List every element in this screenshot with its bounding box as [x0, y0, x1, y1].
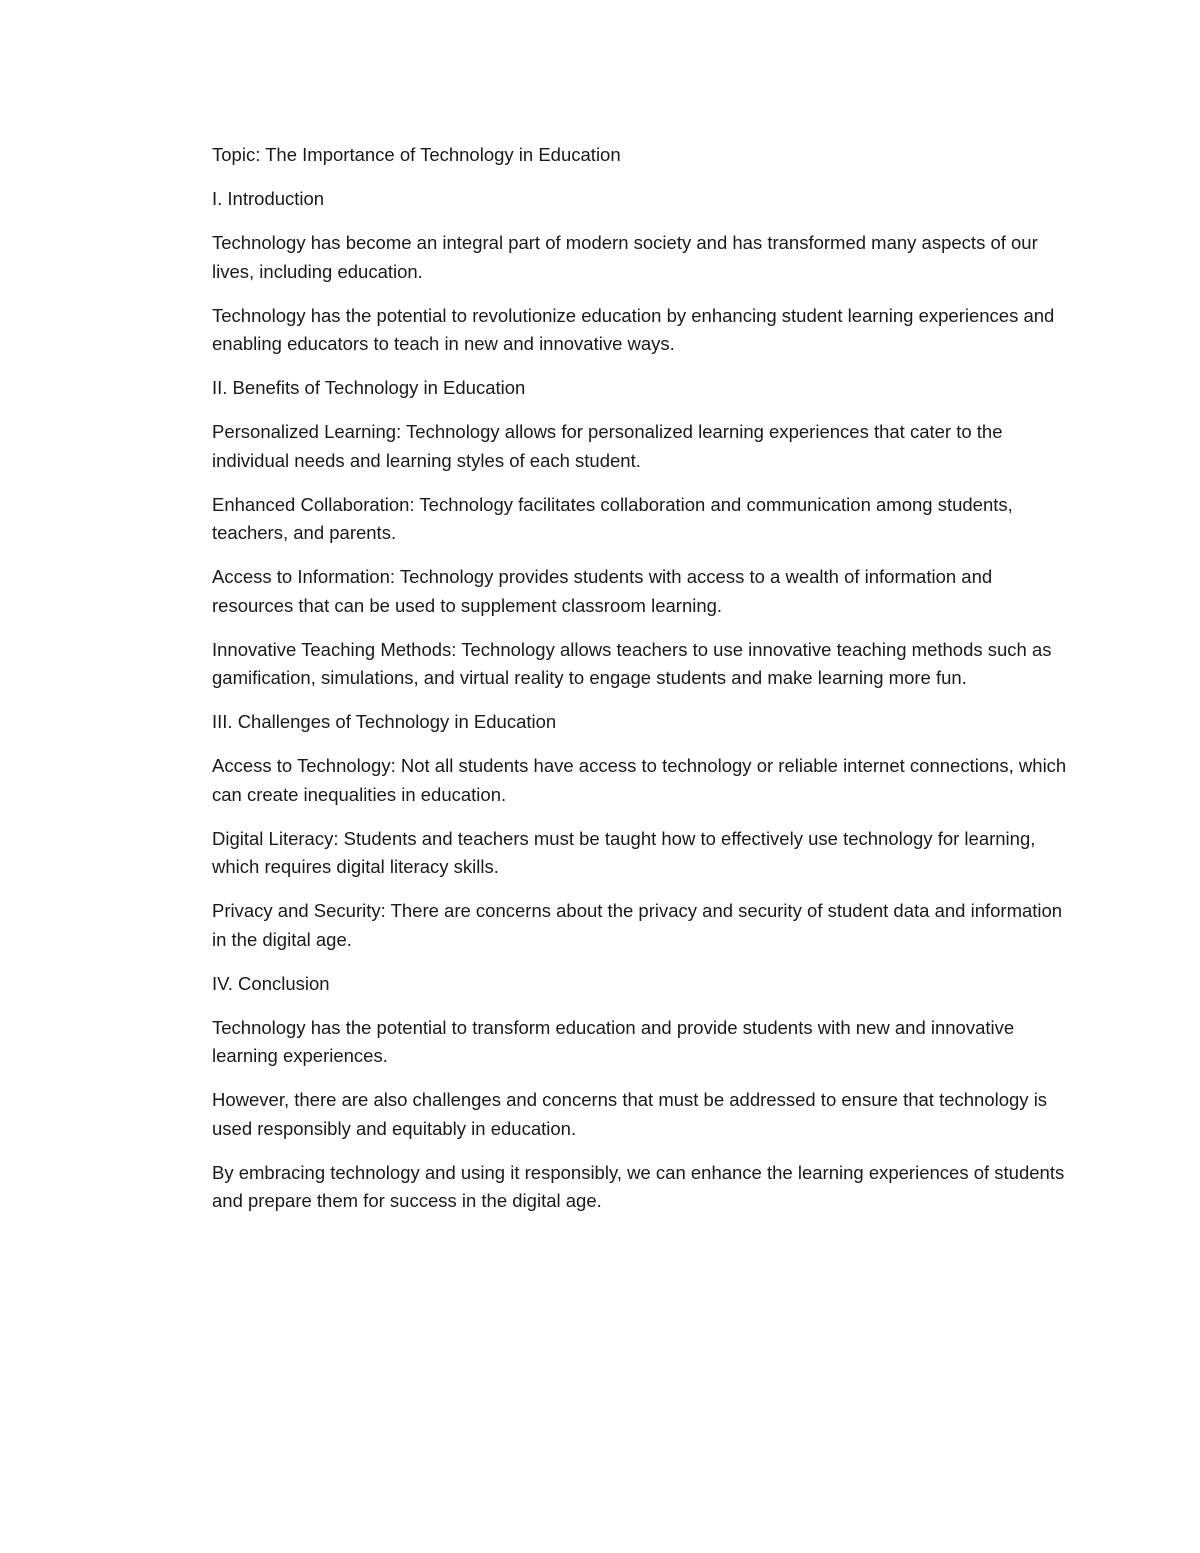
paragraph: Technology has the potential to revolutionize education by enhancing student learning experiences and enabling educators to teach in new and innovative ways. — [212, 304, 1055, 354]
paragraph: Technology has become an integral part of modern society and has transformed many aspects of our lives, including education. — [212, 232, 1038, 282]
section-heading-challenges: III. Challenges of Technology in Education — [212, 711, 557, 732]
paragraph: Innovative Teaching Methods: Technology allows teachers to use innovative teaching methods such as gamification, simulations, and virtual reality to engage students and make learning more fun. — [212, 638, 1052, 688]
paragraph: Access to Information: Technology provides students with access to a wealth of information and resources that can be used to supplement classroom learning. — [212, 566, 993, 616]
section-heading-introduction: I. Introduction — [212, 188, 325, 209]
paragraph: Technology has the potential to transform education and provide students with new and innovative learning experiences. — [212, 1016, 1015, 1066]
section-heading-conclusion: IV. Conclusion — [212, 972, 330, 994]
paragraph: Digital Literacy: Students and teachers must be taught how to effectively use technology for learning, which requires digital literacy skills. — [212, 827, 1036, 877]
section-heading-benefits: II. Benefits of Technology in Education — [212, 377, 526, 398]
paragraph: However, there are also challenges and concerns that must be addressed to ensure that technology is used responsibly and equitably in education. — [212, 1089, 1048, 1139]
paragraph: Personalized Learning: Technology allows for personalized learning experiences that cater to the individual needs and learning styles of each student. — [212, 421, 1003, 471]
document-body — [212, 141, 1072, 1231]
paragraph: Access to Technology: Not all students have access to technology or reliable internet connections, which can create inequalities in education. — [212, 755, 1067, 805]
paragraph: Enhanced Collaboration: Technology facilitates collaboration and communication among students, teachers, and parents. — [212, 493, 1013, 543]
paragraph: Privacy and Security: There are concerns about the privacy and security of student data and information in the digital age. — [212, 900, 1063, 950]
paragraph: By embracing technology and using it responsibly, we can enhance the learning experiences of students and prepare them for success in the digital age. — [212, 1161, 1065, 1211]
document-topic: Topic: The Importance of Technology in Education — [212, 144, 621, 165]
